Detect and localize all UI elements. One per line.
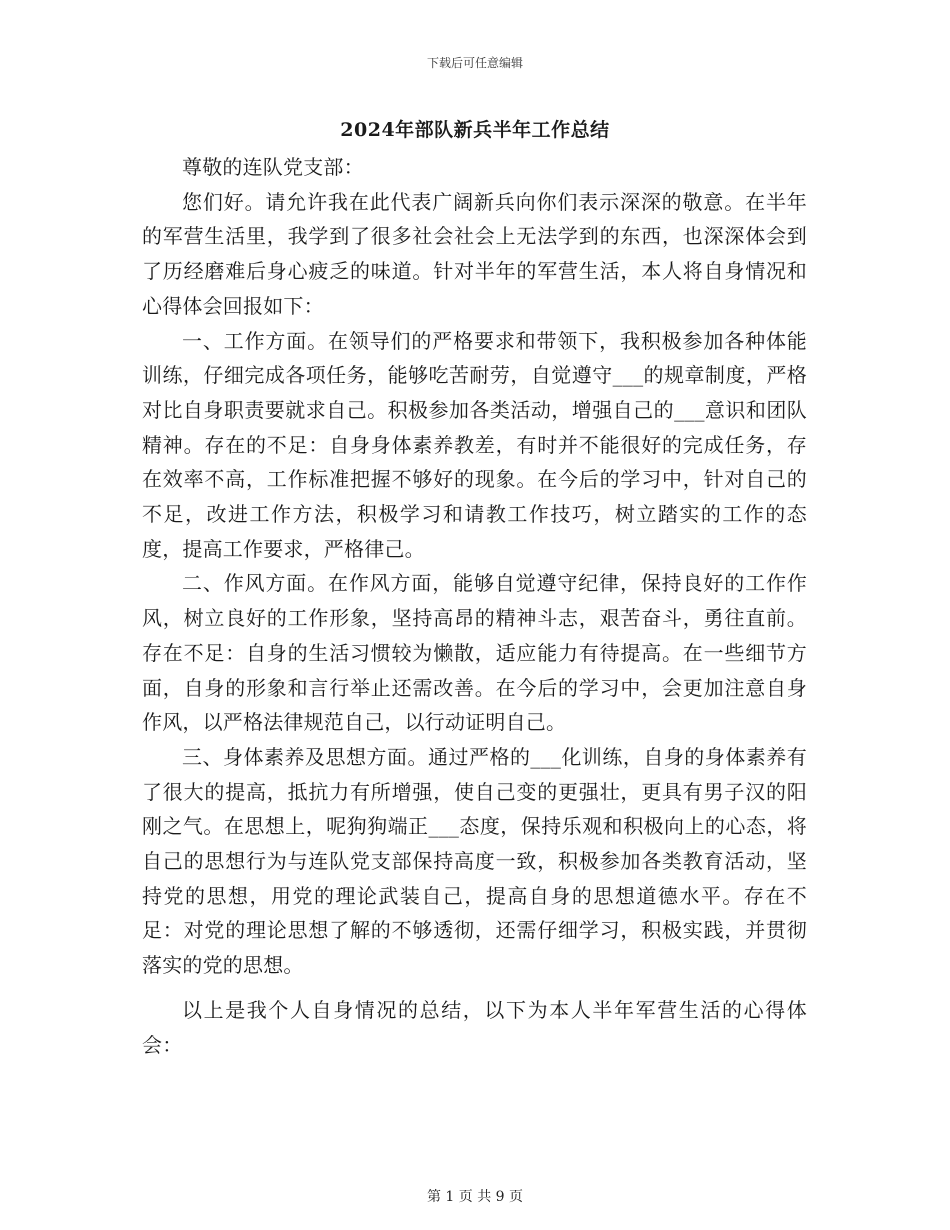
paragraph-work: 一、工作方面。在领导们的严格要求和带领下，我积极参加各种体能训练，仔细完成各项任务，能够吃苦耐劳，自觉遵守___的规章制度，严格对比自身职责要就求自己。积极参加各类活动，增强自己的___意识和团队精神。存在的不足：自身身体素养教差，有时并不能很好的完成任务，存在效率不高，工作标准把握不够好的现象。在今后的学习中，针对自己的不足，改进工作方法，积极学习和请教工作技巧，树立踏实的工作的态度，提高工作要求，严格律己。 [142,328,807,561]
salutation: 尊敬的连队党支部： [182,155,364,179]
document-body [142,150,807,1062]
paragraph-conclusion: 以上是我个人自身情况的总结，以下为本人半年军营生活的心得体会： [142,997,807,1057]
document-title: 2024年部队新兵半年工作总结 [340,119,610,141]
page-header: 下载后可任意编辑 [426,56,523,70]
page-number: 第 1 页 共 9 页 [426,1189,524,1205]
paragraph-intro: 您们好。请允许我在此代表广阔新兵向你们表示深深的敬意。在半年的军营生活里，我学到了很多社会社会上无法学到的东西，也深深体会到了历经磨难后身心疲乏的味道。针对半年的军营生活，本人将自身情况和心得体会回报如下： [142,189,807,318]
paragraph-physical-thought: 三、身体素养及思想方面。通过严格的___化训练，自身的身体素养有了很大的提高，抵抗力有所增强，使自己变的更强壮，更具有男子汉的阳刚之气。在思想上，呢狗狗端正___态度，保持乐观和积极向上的心态，将自己的思想行为与连队党支部保持高度一致，积极参加各类教育活动，坚持党的思想，用党的理论武装自己，提高自身的思想道德水平。存在不足：对党的理论思想了解的不够透彻，还需仔细学习，积极实践，并贯彻落实的党的思想。 [142,744,807,978]
paragraph-style: 二、作风方面。在作风方面，能够自觉遵守纪律，保持良好的工作作风，树立良好的工作形象，坚持高昂的精神斗志，艰苦奋斗，勇往直前。存在不足：自身的生活习惯较为懒散，适应能力有待提高。在一些细节方面，自身的形象和言行举止还需改善。在今后的学习中，会更加注意自身作风，以严格法律规范自己，以行动证明自己。 [142,571,807,735]
